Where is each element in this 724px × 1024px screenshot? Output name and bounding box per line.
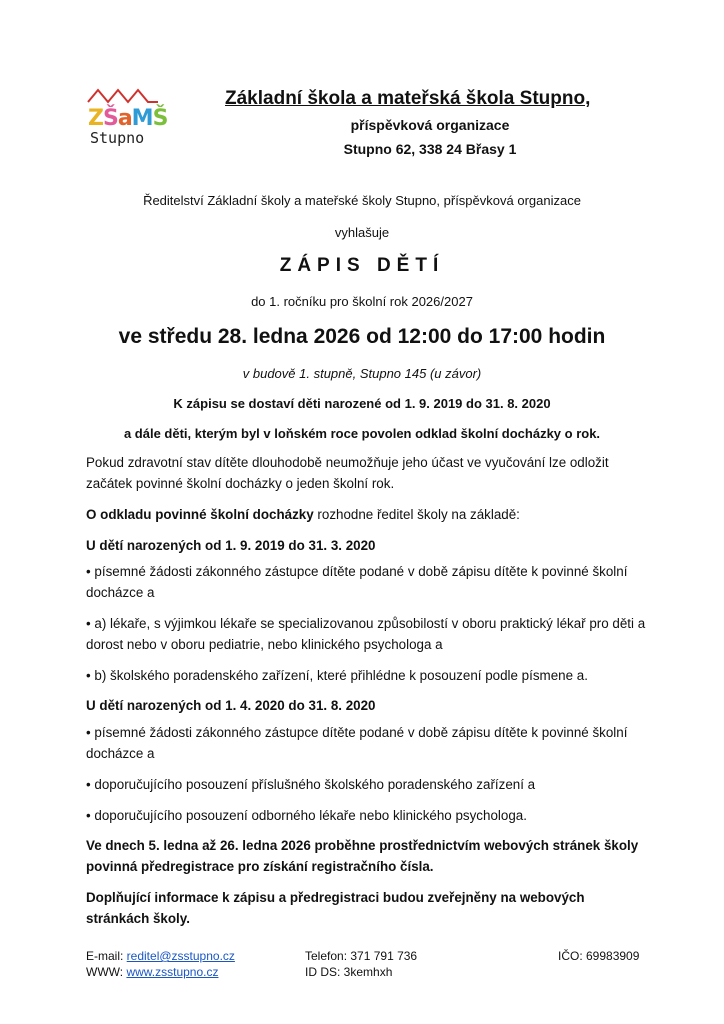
phone-text: Telefon: 371 791 736	[305, 949, 418, 963]
deferral-paragraph	[86, 502, 646, 527]
logo-subtext: Stupno	[90, 129, 145, 147]
date-line: ve středu 28. ledna 2026 od 12:00 do 17:00 hodin	[118, 325, 606, 348]
list-item: • a) lékaře, s výjimkou lékaře se specializovanou způsobilostí v oboru praktický lékař pro děti a dorost nebo v oboru pediatrie, nebo klinického psychologa a	[86, 616, 646, 652]
eligible2-text: a dále děti, kterým byl v loňském roce povolen odklad školní docházky o rok.	[123, 426, 601, 441]
www-label: WWW:	[86, 965, 127, 979]
announces-text: vyhlašuje	[334, 225, 390, 240]
prereg-paragraph: Ve dnech 5. ledna až 26. ledna 2026 proběhne prostřednictvím webových stránek školy povinná předregistrace pro získání registračního čísla.	[86, 838, 639, 874]
info-paragraph: Doplňující informace k zápisu a předregistraci budou zveřejněny na webových stránkách školy.	[86, 890, 585, 926]
list-item: • písemné žádosti zákonného zástupce dítěte podané v době zápisu dítěte k povinné školní docházce a	[86, 725, 628, 761]
group1-heading: U dětí narozených od 1. 9. 2019 do 31. 3. 2020	[86, 538, 376, 553]
list-item: • doporučujícího posouzení příslušného školského poradenského zařízení a	[86, 777, 536, 792]
email-link[interactable]: reditel@zsstupno.cz	[126, 949, 235, 963]
ico-text: IČO: 69983909	[558, 949, 640, 963]
main-title: ZÁPIS DĚTÍ	[279, 255, 445, 276]
footer-contacts	[86, 948, 235, 980]
health-paragraph: Pokud zdravotní stav dítěte dlouhodobě neumožňuje jeho účast ve vyučování lze odložit začátek povinné školní docházky o jeden školní rok.	[86, 455, 609, 491]
list-item: • b) školského poradenského zařízení, které přihlédne k posouzení podle písmene a.	[86, 668, 588, 683]
email-label: E-mail:	[86, 949, 127, 963]
eligible-text: K zápisu se dostaví děti narozené od 1. 9. 2019 do 31. 8. 2020	[173, 396, 551, 411]
intro-text: Ředitelství Základní školy a mateřské školy Stupno, příspěvková organizace	[143, 193, 581, 208]
school-address: Stupno 62, 338 24 Břasy 1	[343, 141, 517, 157]
deferral-bold: O odkladu povinné školní docházky	[86, 507, 314, 522]
list-item: • doporučujícího posouzení odborného lékaře nebo klinického psychologa.	[86, 808, 527, 823]
list-item: • písemné žádosti zákonného zástupce dítěte podané v době zápisu dítěte k povinné školní docházce a	[86, 564, 628, 600]
logo-text: ZŠaMŠ	[88, 106, 168, 131]
idds-text: ID DS: 3kemhxh	[305, 965, 393, 979]
location-text: v budově 1. stupně, Stupno 145 (u závor)	[242, 366, 482, 381]
school-type: příspěvková organizace	[350, 117, 510, 133]
deferral-rest: rozhodne ředitel školy na základě:	[313, 507, 520, 522]
footer-phone-block	[305, 948, 417, 980]
group2-heading: U dětí narozených od 1. 4. 2020 do 31. 8. 2020	[86, 698, 376, 713]
school-name: Základní škola a mateřská škola Stupno,	[225, 88, 591, 109]
school-logo	[86, 86, 166, 156]
grade-text: do 1. ročníku pro školní rok 2026/2027	[251, 294, 473, 309]
roof-icon	[86, 86, 166, 108]
website-link[interactable]: www.zsstupno.cz	[126, 965, 219, 979]
